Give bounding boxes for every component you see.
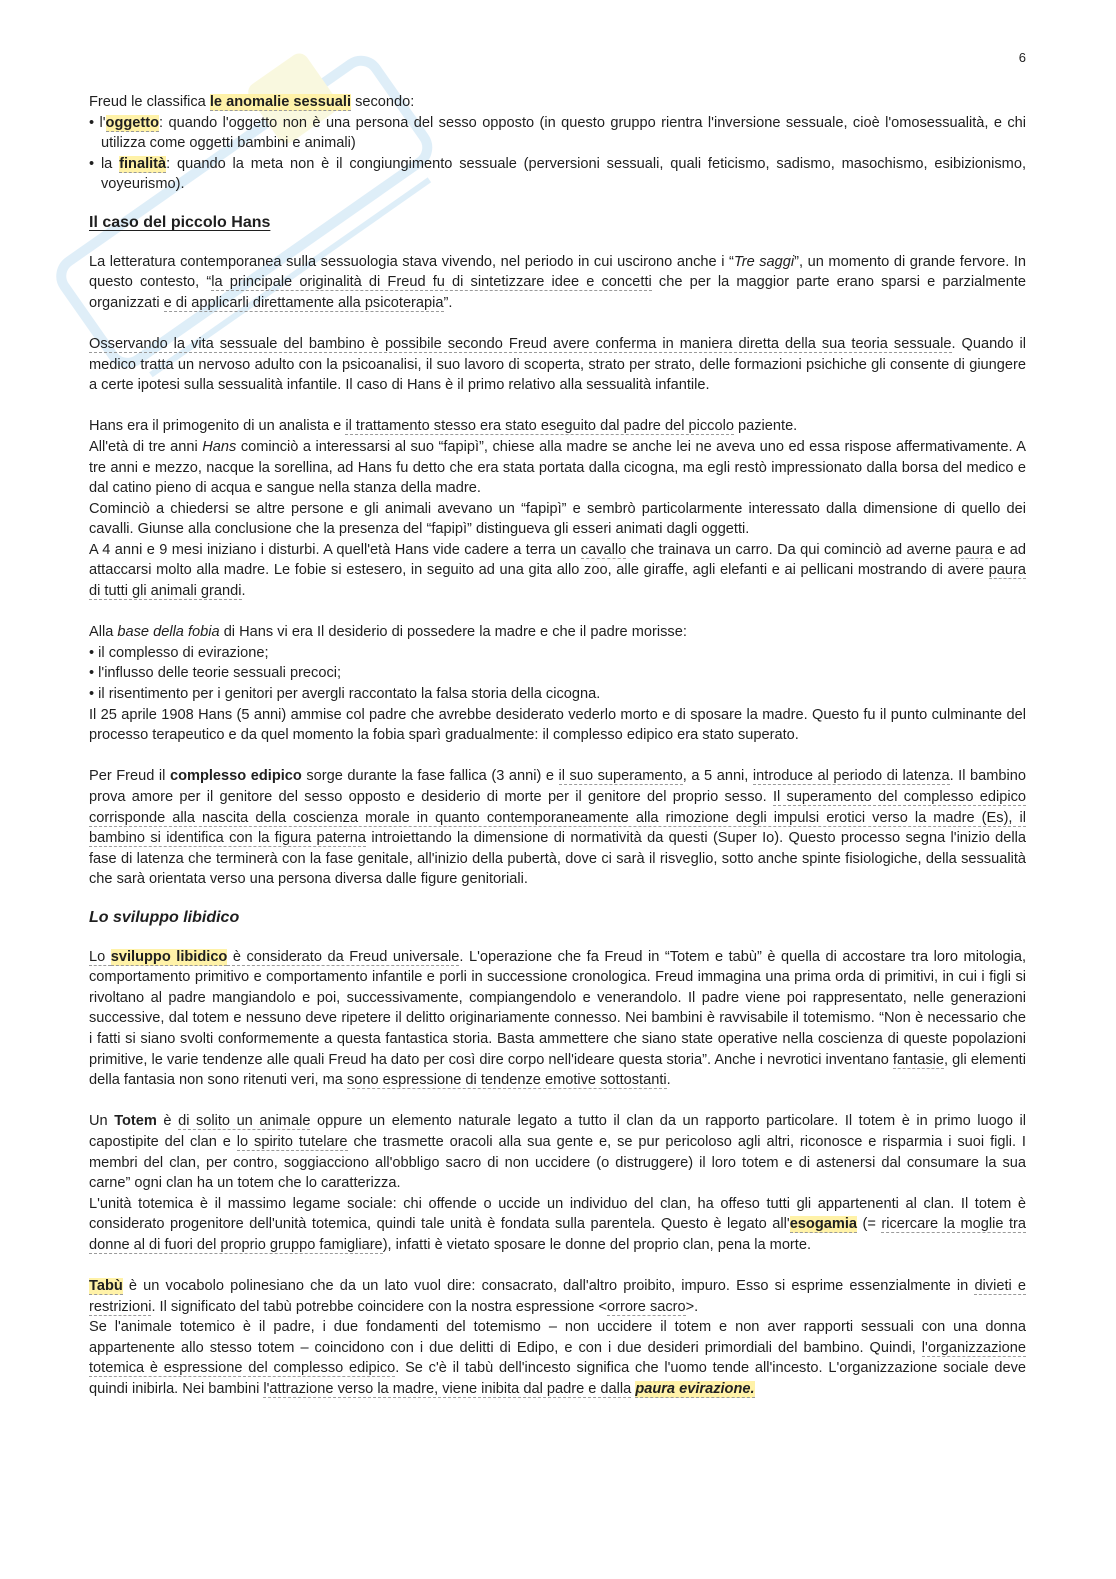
paragraph: Se l'animale totemico è il padre, i due fondamenti del totemismo – non uccidere il totem e non aver rapporti sessuali con una donna appartenente allo stesso totem – coincidono con i due delitti di Edipo, e con i due desideri primordiali del bambino. Quindi, l'organizzazione totemica è espressione del complesso edipico. Se c'è il tabù dell'incesto significa che l'uomo tende all'incesto. L'organizzazione sociale deve quindi inibirla. Nei bambini l'attrazione verso la madre, viene inibita dal padre e dalla paura evirazione. xyxy=(89,1319,1027,1398)
section-heading: Lo sviluppo libidico xyxy=(89,908,240,926)
list-item: • l'oggetto: quando l'oggetto non è una persona del sesso opposto (in questo gruppo rientra l'inversione sessuale, cioè l'omosessualità, e chi utilizza come oggetti bambini e animali) xyxy=(89,114,1026,152)
key-term: oggetto xyxy=(105,114,160,131)
paragraph: La letteratura contemporanea sulla sessuologia stava vivendo, nel periodo in cui uscirono anche i “Tre saggi”, un momento di grande fervore. In questo contesto, “la principale originalità di Freud fu di sintetizzare idee e concetti che per la maggior parte erano sparsi e parzialmente organizzati e di applicarli direttamente alla psicoterapia”. xyxy=(89,253,1026,311)
paragraph: All'età di tre anni Hans cominciò a interessarsi al suo “fapipì”, chiese alla madre se anche lei ne aveva uno ed essa rispose affermativamente. A tre anni e mezzo, nacque la sorellina, ad Hans fu detto che era stata portata dalla cicogna, ma egli restò impressionato dalla borsa del medico e dal catino pieno di acqua e sangue nella stanza della madre. xyxy=(89,438,1026,497)
section-heading: Il caso del piccolo Hans xyxy=(89,213,271,231)
list-item: • il complesso di evirazione; xyxy=(89,644,269,661)
paragraph: A 4 anni e 9 mesi iniziano i disturbi. A quell'età Hans vide cadere a terra un cavallo che trainava un carro. Da qui cominciò ad averne paura e ad attaccarsi molto alla madre. Le fobie si estesero, in seguito ad una gita allo zoo, alle giraffe, agli elefanti e ai pellicani mostrando di avere paura di tutti gli animali grandi. xyxy=(89,541,1026,600)
list-item: • il risentimento per i genitori per avergli raccontato la falsa storia della cicogna. xyxy=(89,686,601,703)
paragraph: Hans era il primogenito di un analista e il trattamento stesso era stato eseguito dal padre del piccolo paziente. xyxy=(89,418,798,435)
key-term: Tabù xyxy=(89,1278,123,1295)
paragraph: Tabù è un vocabolo polinesiano che da un lato vuol dire: consacrato, dall'altro proibito, impuro. Esso si esprime essenzialmente in divieti e restrizioni. Il significato del tabù potrebbe coincidere con la nostra espressione <orrore sacro>. xyxy=(89,1278,1027,1315)
list-item: • la finalità: quando la meta non è il congiungimento sessuale (perversioni sessuali, quali feticismo, sadismo, masochismo, esibizionismo, voyeurismo). xyxy=(89,155,1027,193)
key-term: le anomalie sessuali xyxy=(209,94,352,110)
paragraph: Il 25 aprile 1908 Hans (5 anni) ammise col padre che avrebbe desiderato vederlo morto e di sposare la madre. Questo fu il punto culminante del processo terapeutico e da quel momento la fobia sparì gradualmente: il complesso edipico era stato superato. xyxy=(89,706,1026,744)
paragraph: Osservando la vita sessuale del bambino è possibile secondo Freud avere conferma in maniera diretta della sua teoria sessuale. Quando il medico tratta un nervoso adulto con la psicoanalisi, il suo lavoro di scoperta, strato per strato, delle formazioni psichiche gli consente di giungere a certe ipotesi sulla sessualità infantile. Il caso di Hans è il primo relativo alla sessualità infantile. xyxy=(89,335,1026,394)
paragraph: Per Freud il complesso edipico sorge durante la fase fallica (3 anni) e il suo superamento, a 5 anni, introduce al periodo di latenza. Il bambino prova amore per il genitore del sesso opposto e desiderio di morte per il genitore del proprio sesso. Il superamento del complesso edipico corrisponde alla nascita della coscienza morale in quanto contemporaneamente alla rimozione degli impulsi erotici verso la madre (Es), il bambino si identifica con la figura paterna introiettando la dimensione di normatività da questi (Super Io). Questo processo segna l'inizio della fase di latenza che terminerà con la fase genitale, all'inizio della pubertà, dove ci sarà il risveglio, sotto anche spinte fisiologiche, della sessualità che sarà orientata verso una persona diversa dalle figure genitoriali. xyxy=(89,768,1026,888)
document-body xyxy=(89,92,1026,1400)
paragraph: Un Totem è di solito un animale oppure un elemento naturale legato a tutto il clan da un rapporto particolare. Il totem è in primo luogo il capostipite del clan e lo spirito tutelare che trasmette oracoli alla sua gente e, se pur pericoloso agli altri, riconosce e risparmia i suoi figli. I membri del clan, per contro, soggiacciono all'obbligo sacro di non uccidere (o distruggere) il loro totem e di astenersi dal consumare la sua carne” ogni clan ha un totem che lo caratterizza. xyxy=(89,1113,1026,1192)
paragraph: Alla base della fobia di Hans vi era Il desiderio di possedere la madre e che il padre morisse: xyxy=(89,624,687,641)
paragraph: Lo sviluppo libidico è considerato da Freud universale. L'operazione che fa Freud in “Totem e tabù” è quella di accostare tra loro mitologia, comportamento primitivo e comportamento infantile e porli in successione cronologica. Freud immagina una prima orda di primitivi, in cui i figli si rivoltano al padre mangiandolo e poi, successivamente, compiangendolo e venerandolo. Il padre viene poi rappresentato, nelle generazioni successive, dal totem e nessuno deve ripetere il delitto originariamente connesso. Nei bambini è ravvisabile il totemismo. “Non è necessario che i fatti si siano svolti conformemente a questa fantastica storia. Basta ammettere che siano state operative nella coscienza di queste popolazioni primitive, le varie tendenze alle quali Freud ha dato per così dire corpo nell'ideare questa storia”. Anche i nevrotici inventano fantasie, gli elementi della fantasia non sono ritenuti veri, ma sono espressione di tendenze emotive sottostanti. xyxy=(89,948,1026,1089)
paragraph: Cominciò a chiedersi se altre persone e gli animali avevano un “fapipì” e sembrò particolarmente interessato dalla dimensione di quello dei cavalli. Giunse alla conclusione che la presenza del “fapipì” distingueva gli esseri animati dagli oggetti. xyxy=(89,500,1026,538)
key-term: esogamia xyxy=(789,1216,858,1233)
key-term: sviluppo libidico xyxy=(110,948,228,965)
paragraph: L'unità totemica è il massimo legame sociale: chi offende o uccide un individuo del clan, ha offeso tutti gli appartenenti al clan. Il totem è considerato progenitore dell'unità totemica, quindi tale unità è fondata sulla parentela. Questo è legato all'esogamia (= ricercare la moglie tra donne al di fuori del proprio gruppo famigliare), infatti è vietato sposare le donne del proprio clan, pena la morte. xyxy=(89,1195,1027,1253)
classification-intro: Freud le classifica le anomalie sessuali secondo: xyxy=(89,94,415,110)
key-term: paura evirazione. xyxy=(635,1381,755,1398)
key-term: finalità xyxy=(119,155,167,172)
list-item: • l'influsso delle teorie sessuali precoci; xyxy=(89,665,342,682)
page-number: 6 xyxy=(1018,50,1026,65)
